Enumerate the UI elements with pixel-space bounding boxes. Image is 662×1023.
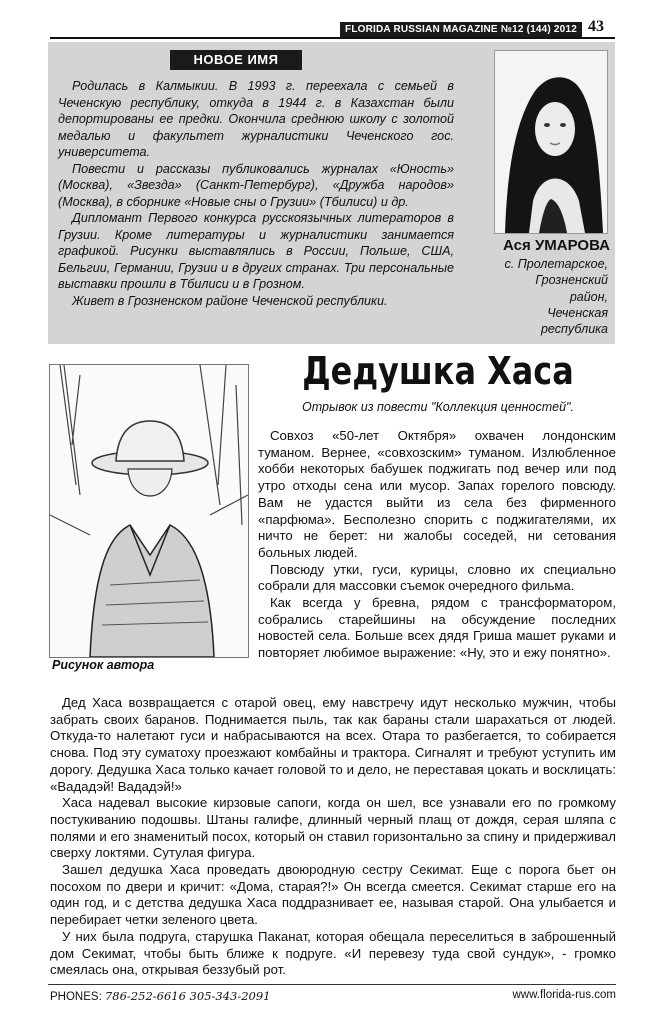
- story-paragraph: Хаса надевал высокие кирзовые сапоги, когда он шел, все узнавали его по громкому постукиванию подошвы. Штаны галифе, длинный черный плащ от дождя, серая шляпа с полями и его знаменитый посох, который он ставил горизонтально за спину и придерживал сверху локтями. Сутулая фигура.: [50, 795, 616, 861]
- phone-numbers: 786-252-6616 305-343-2091: [104, 989, 271, 1003]
- story-paragraph: Дед Хаса возвращается с отарой овец, ему навстречу идут несколько мужчин, чтобы забрать своих баранов. Поднимается пыль, так как бараны стали шарахаться от людей. Откуда-то налетают гуси и набрасываются на всех. Отара то разбегается, то собирается снова. Под эту суматоху проезжают комбайны и трактора. Сигналят и требуют уступить им дорогу. Дедушка Хаса только качает головой то и дело, не переставая цокать и восклицать: «Вададэй! Вададэй!»: [50, 695, 616, 794]
- bio-paragraph: Повести и рассказы публиковались журналах «Юность» (Москва), «Звезда» (Санкт-Петербург), «Дружба народов» (Москва), в сборнике «Новые сны о Грузии» (Тбилиси) и др.: [58, 161, 454, 209]
- bio-paragraph: Живет в Грозненском районе Чеченской республики.: [72, 293, 388, 308]
- author-location-line: район,: [569, 289, 608, 304]
- bio-paragraph: Дипломант Первого конкурса русскоязычных литераторов в Грузии. Кроме литературы и журналистики занимается графикой. Рисунки выставлялись в России, Польше, США, Бельгии, Германии, Грузии и в других странах. Три персональные выставки прошли в Тбилиси и в Грозном.: [58, 211, 454, 291]
- story-body-text: [50, 695, 616, 979]
- author-name: Ася УМАРОВА: [503, 237, 610, 254]
- author-drawing-illustration: [49, 364, 249, 658]
- story-title: Дедушка Хаса: [302, 349, 574, 393]
- story-paragraph: У них была подруга, старушка Паканат, которая обещала переселиться в заброшенный дом Секимат, чтобы быть ближе к подруге. «И перевезу туда свой сундук», - громко смеялась она, открывая беззубый рот.: [50, 928, 616, 978]
- story-paragraph: Как всегда у бревна, рядом с трансформатором, собрались старейшины на обсуждение последних новостей села. Больше всех дядя Гриша машет руками и повторяет любимое выражение: «Ну, это и ежу понятно».: [258, 595, 616, 661]
- story-paragraph: Повсюду утки, гуси, курицы, словно их специально собрали для массовки съемок очередного фильма.: [258, 561, 616, 594]
- footer-website-link[interactable]: www.florida-rus.com: [512, 989, 616, 1001]
- page-number: 43: [588, 18, 604, 35]
- author-location-line: с. Пролетарское,: [504, 257, 608, 271]
- magazine-header-bar: FLORIDA RUSSIAN MAGAZINE №12 (144) 2012: [340, 22, 582, 37]
- story-subtitle: Отрывок из повести "Коллекция ценностей".: [302, 400, 574, 414]
- author-location-line: Чеченская: [547, 305, 608, 320]
- author-bio-text: [58, 78, 454, 309]
- story-column-text: [258, 428, 616, 662]
- section-label: НОВОЕ ИМЯ: [170, 50, 302, 70]
- illustration-caption: Рисунок автора: [52, 658, 155, 672]
- header-rule: [50, 37, 615, 39]
- footer-rule: [48, 984, 616, 985]
- author-location: [470, 256, 608, 337]
- author-location-line: республика: [540, 322, 608, 337]
- bio-paragraph: Родилась в Калмыкии. В 1993 г. переехала с семьей в Чеченскую республику, откуда в 1944 г. в Казахстан были депортированы ее предки. Окончила среднюю школу с золотой медалью и факультет журналистики Чеченского гос. университета.: [58, 79, 454, 159]
- author-portrait-photo: [494, 50, 608, 234]
- story-paragraph: Совхоз «50-лет Октября» охвачен лондонским туманом. Вернее, «совхозским» туманом. Излюбленное хобби некоторых бабушек поджигать под вечер или под утро отходы сена или мусор. Запах горелого повсюду. Вам не удастся выйти из села без фирменного «парфюма». Бесполезно спорить с поджигателями, их ничто не берет: ни жалобы соседей, ни сетования больных людей.: [258, 428, 616, 560]
- footer-phones: [50, 989, 271, 1003]
- author-location-line: Грозненский: [535, 273, 608, 288]
- phones-label: PHONES:: [50, 991, 102, 1003]
- story-paragraph: Зашел дедушка Хаса проведать двоюродную сестру Секимат. Еще с порога бьет он посохом по двери и кричит: «Дома, старая?!» Он всегда смеется. Секимат старше его на один год, и с детства дедушка Хаса поддразнивает ее, называя старой. Она улыбается и перебирает четки зеленого цвета.: [50, 862, 616, 928]
